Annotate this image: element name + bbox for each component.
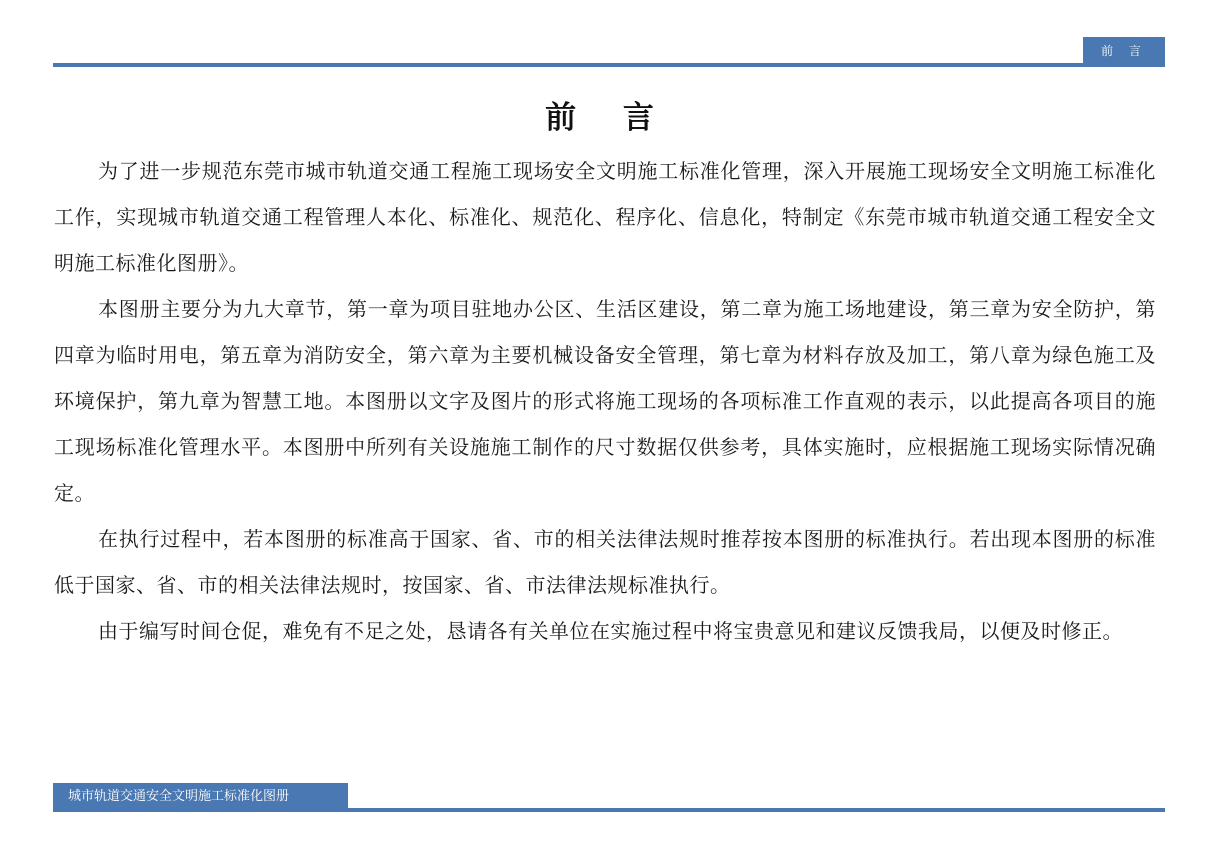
- preface-body: [54, 148, 1156, 654]
- header-rule: [53, 63, 1165, 67]
- page-title: 前 言: [545, 100, 672, 136]
- footer-rule: [53, 808, 1165, 812]
- paragraph-2: 本图册主要分为九大章节，第一章为项目驻地办公区、生活区建设，第二章为施工场地建设，第三章为安全防护，第四章为临时用电，第五章为消防安全，第六章为主要机械设备安全管理，第七章为材料存放及加工，第八章为绿色施工及环境保护，第九章为智慧工地。本图册以文字及图片的形式将施工现场的各项标准工作直观的表示，以此提高各项目的施工现场标准化管理水平。本图册中所列有关设施施工制作的尺寸数据仅供参考，具体实施时，应根据施工现场实际情况确定。: [54, 297, 1156, 505]
- paragraph-1: 为了进一步规范东莞市城市轨道交通工程施工现场安全文明施工标准化管理，深入开展施工现场安全文明施工标准化工作，实现城市轨道交通工程管理人本化、标准化、规范化、程序化、信息化，特制定《东莞市城市轨道交通工程安全文明施工标准化图册》。: [54, 159, 1156, 275]
- paragraph-3: 在执行过程中，若本图册的标准高于国家、省、市的相关法律法规时推荐按本图册的标准执行。若出现本图册的标准低于国家、省、市的相关法律法规时，按国家、省、市法律法规标准执行。: [54, 527, 1156, 597]
- header-section-tab: 前 言: [1083, 37, 1165, 65]
- footer-document-title: 城市轨道交通安全文明施工标准化图册: [53, 783, 348, 810]
- paragraph-4: 由于编写时间仓促，难免有不足之处，恳请各有关单位在实施过程中将宝贵意见和建议反馈我局，以便及时修正。: [98, 619, 1123, 643]
